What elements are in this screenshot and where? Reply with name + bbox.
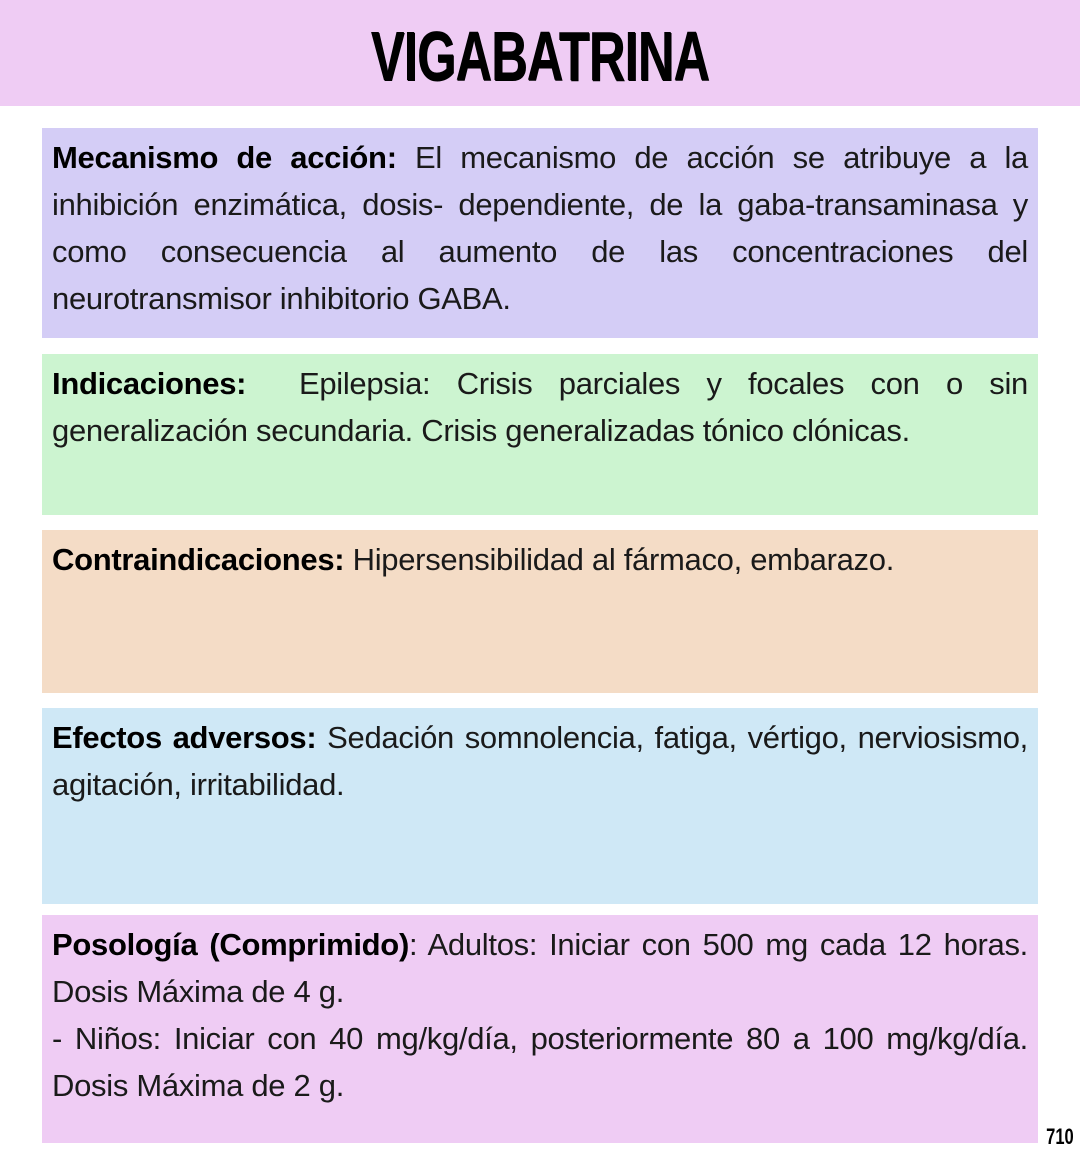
page-number: 710 (1046, 1124, 1074, 1149)
section-text: Hipersensibilidad al fármaco, embarazo. (344, 542, 895, 577)
section-text: Epilepsia: Crisis parciales y focales con o sin generalización secundaria. Crisis generalizadas tónico clónicas. (52, 366, 1037, 448)
section-label: Mecanismo de acción: (52, 140, 397, 175)
section-text: Sedación somnolencia, fatiga, vértigo, nerviosismo, agitación, irritabilidad. (52, 720, 1028, 802)
section-mecanismo-de-accion (42, 128, 1038, 338)
section-contraindicaciones (42, 530, 1038, 693)
section-label: Indicaciones: (52, 366, 247, 401)
section-label: Posología (Comprimido) (52, 927, 409, 962)
title-banner (0, 0, 1080, 106)
section-efectos-adversos (42, 708, 1038, 904)
section-indicaciones (42, 354, 1038, 515)
section-posologia (42, 915, 1038, 1143)
section-text: El mecanismo de acción se atribuye a la inhibición enzimática, dosis- dependiente, de la gaba-transaminasa y como consecuencia al aumento de las concentraciones del neurotransmisor inhibitorio GABA. (52, 140, 1028, 316)
section-text: : Adultos: Iniciar con 500 mg cada 12 horas. Dosis Máxima de 4 g. (52, 927, 1028, 1009)
page-title: VIGABATRINA (370, 17, 710, 95)
section-label: Efectos adversos: (52, 720, 317, 755)
section-label: Contraindicaciones: (52, 542, 345, 577)
posologia-ninos: - Niños: Iniciar con 40 mg/kg/día, posteriormente 80 a 100 mg/kg/día. Dosis Máxima de 2 g. (52, 1021, 1028, 1103)
posologia-adultos (52, 921, 1028, 1015)
